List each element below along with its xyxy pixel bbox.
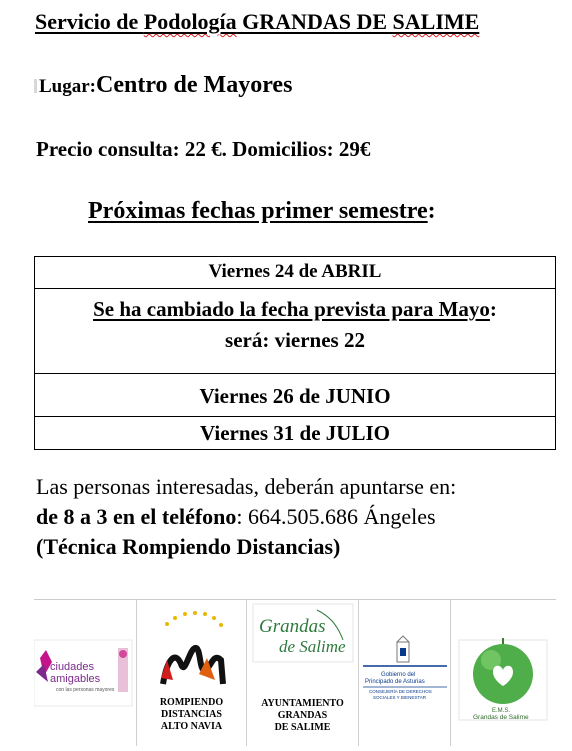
- date-row: Viernes 31 de JULIO: [35, 416, 555, 449]
- heading-main: Próximas fechas primer semestre: [88, 198, 428, 224]
- ems-text: E.M.S.: [492, 708, 511, 714]
- ciudades-amigables-logo: [34, 600, 137, 746]
- ciudades-text: con las personas mayores: [56, 687, 115, 693]
- logo-cell-gobierno: [359, 600, 451, 746]
- rompiendo-caption: [137, 697, 246, 733]
- title-text: Podología: [143, 9, 237, 34]
- ems-grandas-logo: [451, 600, 556, 746]
- gobierno-text: SOCIALES Y BIENESTAR: [373, 695, 427, 700]
- ems-text: Grandas de Salime: [473, 714, 529, 721]
- title-text: SALIME: [392, 9, 480, 34]
- logo-cell-ems: [451, 600, 556, 746]
- grandas-de-salime-logo: [247, 600, 359, 666]
- logos-table: [34, 599, 556, 746]
- heading-colon: :: [427, 198, 436, 224]
- location-line: [34, 72, 292, 99]
- notice-colon: :: [489, 297, 497, 321]
- date-row-notice: [35, 288, 555, 373]
- caption-line: DE SALIME: [274, 722, 331, 733]
- rompiendo-distancias-logo: [137, 600, 247, 696]
- notice-line: Se ha cambiado la fecha prevista para Mayo: [93, 297, 490, 321]
- gobierno-text: CONSEJERÍA DE DERECHOS: [369, 689, 432, 694]
- page-title: [35, 9, 479, 35]
- grandas-text: de Salime: [279, 637, 346, 656]
- caption-line: DISTANCIAS: [161, 709, 222, 720]
- caption-line: ALTO NAVIA: [160, 721, 223, 732]
- notice-line: será: viernes 22: [225, 328, 365, 352]
- location-label: Lugar:: [39, 76, 96, 97]
- caption-line: GRANDAS: [277, 710, 328, 721]
- ciudades-text: amigables: [50, 673, 101, 685]
- title-text: GRANDAS DE: [236, 9, 393, 34]
- date-row: Viernes 24 de ABRIL: [208, 261, 382, 282]
- grandas-text: Grandas: [259, 616, 326, 637]
- contact-line: Las personas interesadas, deberán apuntarse en:: [36, 474, 457, 499]
- gobierno-text: Principado de Asturias: [365, 679, 425, 685]
- caption-line: AYUNTAMIENTO: [261, 698, 344, 709]
- logo-cell-grandas: [247, 600, 359, 746]
- caption-line: ROMPIENDO: [159, 697, 224, 708]
- title-text: Servicio de: [35, 9, 144, 34]
- ciudades-text: ciudades: [50, 661, 95, 673]
- upcoming-dates-heading: [88, 198, 436, 225]
- logo-cell-ciudades: [34, 600, 137, 746]
- contact-line: [36, 502, 456, 532]
- contact-info: [36, 472, 456, 562]
- date-row: Viernes 26 de JUNIO: [35, 373, 555, 416]
- logo-cell-rompiendo: [137, 600, 247, 746]
- ayuntamiento-caption: [247, 698, 358, 734]
- gobierno-text: Gobierno del: [381, 672, 416, 678]
- paragraph-mark: [34, 79, 37, 93]
- dates-table: [34, 256, 556, 450]
- contact-hours: de 8 a 3 en el teléfono: [36, 504, 237, 529]
- contact-phone: : 664.505.686 Ángeles: [236, 504, 436, 529]
- price-line: Precio consulta: 22 €. Domicilios: 29€: [36, 137, 371, 161]
- contact-line: (Técnica Rompiendo Distancias): [36, 534, 341, 559]
- location-value: Centro de Mayores: [96, 72, 293, 98]
- heading-text: [88, 198, 428, 224]
- gobierno-asturias-logo: [359, 600, 451, 746]
